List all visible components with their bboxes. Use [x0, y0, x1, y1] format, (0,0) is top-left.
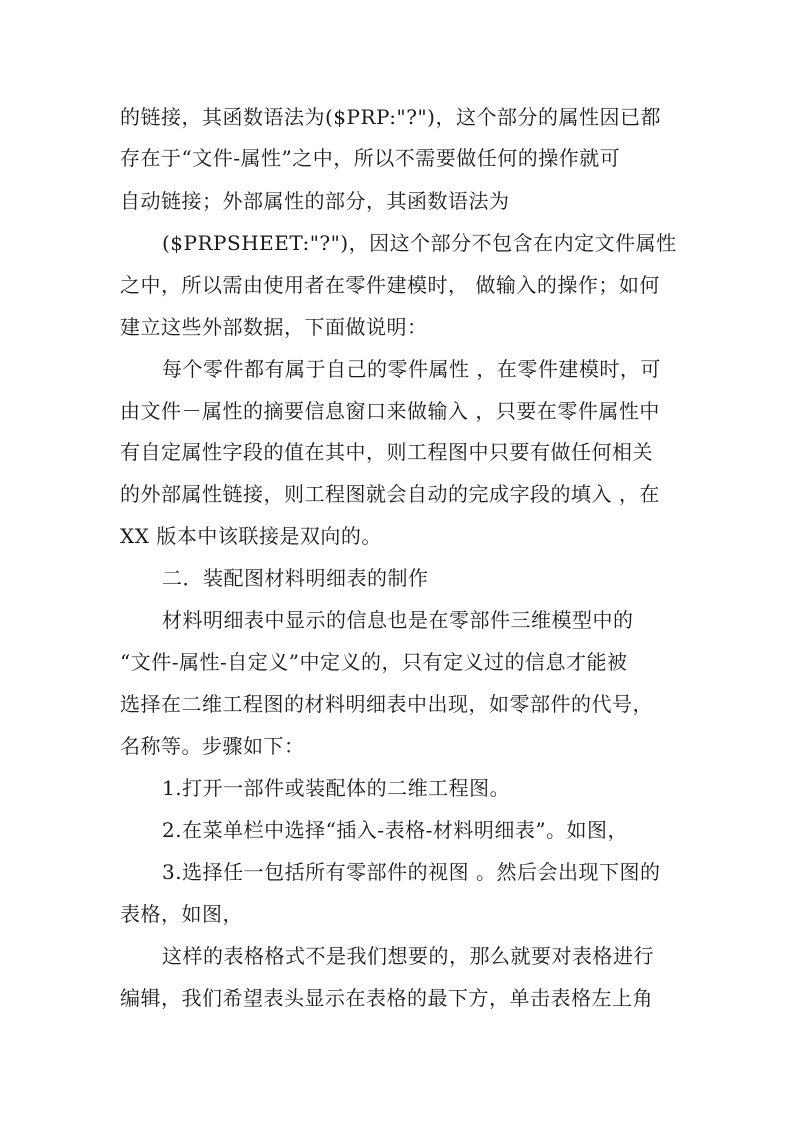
text-line: “文件-属性-自定义”中定义的，只有定义过的信息才能被 [120, 650, 628, 674]
text-line: 之中，所以需由使用者在零件建模时， 做输入的操作；如何 [120, 273, 660, 297]
text-line: XX 版本中该联接是双向的。 [120, 524, 382, 548]
text-line: 的外部属性链接，则工程图就会自动的完成字段的填入 ，在 [120, 482, 660, 506]
text-line: 选择在二维工程图的材料明细表中出现，如零部件的代号， [120, 692, 653, 716]
list-item: 3.选择任一包括所有零部件的视图 。然后会出现下图的 [162, 860, 661, 884]
text-line: 名称等。步骤如下： [120, 734, 305, 758]
section-heading: 二．装配图材料明细表的制作 [162, 566, 429, 590]
text-line: 建立这些外部数据，下面做说明： [120, 315, 428, 339]
text-line: 自动链接；外部属性的部分，其函数语法为 [120, 189, 510, 213]
text-line: 材料明细表中显示的信息也是在零部件三维模型中的 [162, 608, 634, 632]
text-line: 由文件－属性的摘要信息窗口来做输入 ，只要在零件属性中 [120, 399, 660, 423]
text-line: 每个零件都有属于自己的零件属性 ，在零件建模时，可 [162, 357, 661, 381]
list-item: 2.在菜单栏中选择“插入-表格-材料明细表”。如图， [162, 818, 629, 842]
text-line: 编辑，我们希望表头显示在表格的最下方，单击表格左上角 [120, 986, 653, 1010]
text-line: ($PRPSHEET:"?")，因这个部分不包含在内定文件属性 [162, 231, 677, 255]
text-line: 这样的表格格式不是我们想要的，那么就要对表格进行 [162, 944, 654, 968]
list-item: 1.打开一部件或装配体的二维工程图。 [162, 776, 511, 800]
text-line: 表格，如图， [120, 902, 243, 926]
text-line: 有自定属性字段的值在其中，则工程图中只要有做任何相关 [120, 440, 653, 464]
text-line: 存在于“文件-属性”之中，所以不需要做任何的操作就可 [120, 146, 621, 170]
text-line: 的链接，其函数语法为($PRP:"?")，这个部分的属性因已都 [120, 105, 661, 129]
